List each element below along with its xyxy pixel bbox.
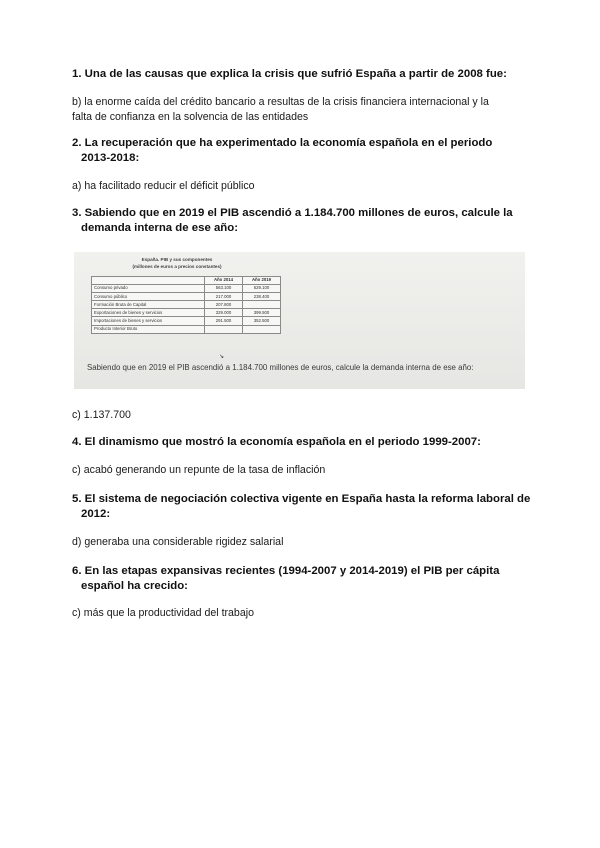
table-cell: Exportaciones de bienes y servicios [92, 309, 205, 317]
table-cell [243, 301, 281, 309]
answer-4-line-1: c) acabó generando un repunte de la tasa de inflación [72, 464, 326, 476]
question-5 [72, 492, 542, 522]
answer-5-line-1: d) generaba una considerable rigidez salarial [72, 536, 284, 548]
question-3-text-cont: demanda interna de ese año: [81, 222, 238, 234]
table-row [92, 317, 281, 325]
question-3-text: 3. Sabiendo que en 2019 el PIB ascendió a 1.184.700 millones de euros, calcule la [72, 207, 513, 219]
photo-question-text: Sabiendo que en 2019 el PIB ascendió a 1.184.700 millones de euros, calcule la demanda interna de ese año: [87, 363, 474, 372]
table-cell: 291.500 [205, 317, 243, 325]
question-6-text: 6. En las etapas expansivas recientes (1994-2007 y 2014-2019) el PIB per cápita [72, 565, 500, 577]
table-cell: 217.000 [205, 293, 243, 301]
table-cell: 238.400 [243, 293, 281, 301]
table-row [92, 309, 281, 317]
question-5-text: 5. El sistema de negociación colectiva vigente en España hasta la reforma laboral de [72, 493, 531, 505]
answer-6 [72, 606, 542, 621]
table-cell: 207.800 [205, 301, 243, 309]
question-5-text-cont: 2012: [81, 508, 111, 520]
table-header-cell [92, 277, 205, 285]
table-cell [243, 325, 281, 333]
question-4 [72, 435, 542, 450]
question-2-text-cont: 2013-2018: [81, 152, 140, 164]
table-cell: Importaciones de bienes y servicios [92, 317, 205, 325]
table-row [92, 293, 281, 301]
table-cell: 399.500 [243, 309, 281, 317]
table-photo [74, 252, 525, 389]
table-cell: Producto Interior Bruto [92, 325, 205, 333]
mouse-cursor-icon: ↘ [219, 354, 225, 360]
answer-3-line-1: c) 1.137.700 [72, 409, 131, 421]
table-row [92, 301, 281, 309]
answer-1-line-1: b) la enorme caída del crédito bancario a resultas de la crisis financiera internacional y la [72, 96, 489, 108]
question-2 [72, 136, 542, 166]
question-2-text: 2. La recuperación que ha experimentado la economía española en el periodo [72, 137, 493, 149]
question-1 [72, 67, 542, 82]
answer-6-line-1: c) más que la productividad del trabajo [72, 607, 254, 619]
table-row [92, 285, 281, 293]
table-row [92, 325, 281, 333]
table-header-cell: Año 2014 [205, 277, 243, 285]
table-cell: 352.500 [243, 317, 281, 325]
table-header-row [92, 277, 281, 285]
answer-5 [72, 535, 542, 550]
table-cell: Consumo privado [92, 285, 205, 293]
question-6 [72, 564, 542, 594]
answer-3 [72, 408, 542, 423]
question-1-text: 1. Una de las causas que explica la crisis que sufrió España a partir de 2008 fue: [72, 68, 507, 80]
table-header-cell: Año 2019 [243, 277, 281, 285]
table-cell: Formación Bruta de Capital [92, 301, 205, 309]
table-cell: 563.100 [205, 285, 243, 293]
pib-table [91, 276, 281, 334]
table-cell: 329.000 [205, 309, 243, 317]
answer-1-line-2: falta de confianza en la solvencia de las entidades [72, 111, 309, 123]
table-subtitle: (millones de euros a precios constantes) [132, 264, 222, 269]
table-title: España. PIB y sus componentes [141, 257, 213, 262]
question-3 [72, 206, 542, 236]
answer-1 [72, 95, 542, 125]
table-cell: 629.100 [243, 285, 281, 293]
question-6-text-cont: español ha crecido: [81, 580, 188, 592]
answer-4 [72, 463, 542, 478]
answer-2 [72, 179, 542, 194]
question-4-text: 4. El dinamismo que mostró la economía española en el periodo 1999-2007: [72, 436, 481, 448]
table-cell: Consumo público [92, 293, 205, 301]
table-cell [205, 325, 243, 333]
answer-2-line-1: a) ha facilitado reducir el déficit público [72, 180, 255, 192]
